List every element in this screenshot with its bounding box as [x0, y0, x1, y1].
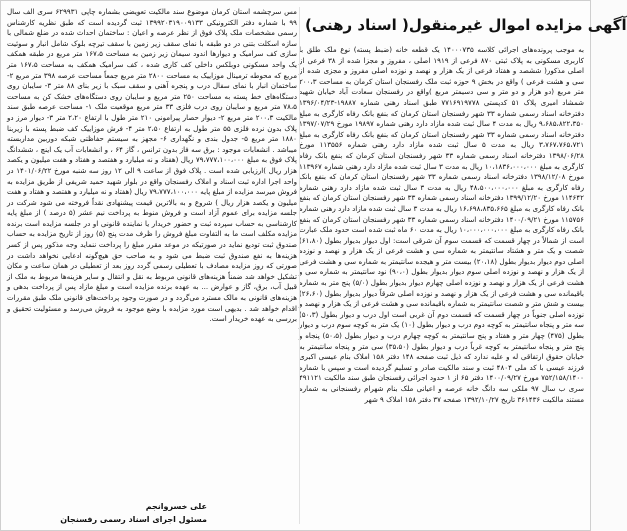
notice-title: آگهی مزایده اموال غیرمنقول( اسناد رهنی) — [305, 16, 627, 34]
notice-header — [299, 7, 627, 43]
right-column-text — [299, 45, 584, 405]
right-column — [299, 7, 627, 524]
left-column-text — [7, 7, 297, 325]
notice-paragraph-continued: مس سرچشمه استان کرمان موضوع سند مالکیت تعویضی بشماره چاپی ۶۲۹۹۳۱ سری الف سال ۹۹ با شماره دفتر الکترونیکی ۱۳۹۹۲۰۳۱۹۰۰۹۱۳۳ ثبت گردیده است که طبق نظریه کارشناس رسمی مشخصات ملک پلاک فوق از نظر عرصه و اعیان : ساختمان احداث شده در ضلع شمالی با سازه اسکلت بتنی در دو طبقه با نمای سقف زیر زمین با سقف تیرچه بلوک شامل انبار و سوئیت سازی کف سرامیک و دیوارها اندود سیمان زیر زمین به مساحت ۱۶۷،۵ متر مربع در طبقه همکف یک واحد مسکونی دوبلکس داخلی کف کاری شده ، کف سرامیک همکف به مساحت ۱۶۷،۵ متر مربع که محوطه ترمینال موزاییک به مساحت ۲۸۰۰ متر مربع جمعاً مساحت عرصه ۳۹۸ متر مربع ۲- ساختمان انبار با نمای سفال درب و پنجره آهنی و سقف سبک با زیر بنای ۸۸ متر ۳- سایبان روی دستگاه‌های خط پسته به مساحت ۲۵۰ متر مربع و سایبان روی دستگاه‌های خشک کن به مساحت ۷۸،۵ متر مربع و سایبان روی درب فلزی ۳۳ متر مربع موقعیت ملک ۱- مساحت عرصه طبق سند مالکیت ۲۰۰،۳ متر مربع ۲- دیوار حصار پیرامونی ۲۱۰ متر طول با ارتفاع ۲،۲۰ متر ۳- دیوار مرز دو پلاک بدون نرده فلزی ۵۵ متر طول به ارتفاع ۲،۵۰ متر ۴- فرش موزاییک کف ضبط پسته با زیربنا ۱۸۸۰ متر مربع ۵- جدول بندی و نگهداری ۶- مجهز به سیستم حفاظتی شبکه دوربین مداربسته میباشد . انشعابات موجود : برق سه فاز بدون ترانس ، گاز ۶۴ ، و انشعابات آب یک اینچ ، ششدانگ پلاک فوق به مبلغ ۷۹،۷۷۷،۱۰۰،۰۰۰ ریال (هفتاد و نه میلیارد و هفتصد و هفتاد و هفت میلیون و یکصد هزار ریال )ارزیابی شده است . پلاک فوق از ساعت ۹ الی ۱۲ روز سه شنبه مورخ ۱۴۰۱/۰۶/۲۲ در واحد اجرا اداره ثبت اسناد و املاک رفسنجان واقع در بلوار شهید حمید شریفی از طریق مزایده به فروش میرسد مزایده از مبلغ پایه ۷۹،۷۷۷،۱۰۰،۰۰۰ ریال (هفتاد و نه میلیارد و هفتصد و هفتاد و هفت میلیون و یکصد هزار ریال ) شروع و به بالاترین قیمت پیشنهادی نقداً فروخته می شود شرکت در جلسه مزایده برای عموم آزاد است و فروش منوط به پرداخت نیم عشر (۵ درصد ) از مبلغ پایه کارشناسی به حساب سپرده ثبت و حضور خریدار یا نماینده قانونی او در جلسه مزایده است برنده مزایده مکلف است ما به التفاوت مبلغ فروش را ظرف مدت پنج (۵) روز از تاریخ مزایده به حساب صندوق ثبت تودیع نماید در صورتیکه در موعد مقرر مبلغ را پرداخت ننماید وجه مذکور پس از کسر هزینه‌ها به نفع صندوق ثبت ضبط می شود و به صاحب حق هیچ‌گونه ادعایی نخواهد داشت در صورتی که روز مزایده مصادف با تعطیلی رسمی گردد روز بعد از تعطیلی در همان ساعت و مکان تشکیل خواهد شد ضمناً هزینه‌های قانونی مربوط به نقل و انتقال و سایر هزینه‌ها مربوط به ملک از قبیل آب، برق، گاز و عوارض ... به عهده برنده مزایده است و مبلغ مازاد پس از پرداخت بدهی و هزینه‌های قانونی به مالک مسترد می‌گردد و در صورت وجود پرداخت‌های قانونی ملک طبق مقررات اقدام خواهد شد . بدیهی است مورد مزایده با وضع موجود به فروش می‌رسد و مسئولیت تحقیق و بررسی به عهده خریدار است. — [7, 7, 298, 324]
column-divider — [299, 7, 300, 524]
signatory-name: علی خسروانجم — [145, 502, 207, 511]
signature-block — [7, 500, 207, 526]
notice-paragraph: به موجب پرونده‌های اجرائی کلاسه ۱۴۰۰۰۷۳۵ یک قطعه خانه (ضبط پسته) نوع ملک طلق با کاربری مسکونی به پلاک ثبتی ۸۷۰ فرعی از ۱۹۱۹ اصلی ، مفروز و مجزا شده از ۳۸ فرعی از اصلی مذکور( ششصد و هفتاد فرعی از یک هزار و نهصد و نوزده اصلی مفروز و مجزی شده از سی و هشت فرعی ) واقع در بخش ۹ حوزه ثبت ملک رفسنجان استان کرمان به مساحت ۲۰۰،۳ متر مربع (دو هزار و دو متر و سی دسیمتر مربع )واقع در رفسنجان سعادت آباد خیابان شهید شمشاد امیری پلاک ۵۱ کدپستی ۷۷۱۶۹۱۹۷۷۸ طبق اسناد رهنی شماره ۱۹۸۸۷-۱۳۹۶/۰۴/۲۳ دفترخانه اسناد رسمی شماره ۳۳ شهر رفسنجان استان کرمان که بنفع بانک رفاه کارگری به مبلغ ۹،۶۸۵،۸۲۲،۳۵۰ ریال به مدت ۴ سال ثبت شده مازاد دارد رهنی شماره ۱۹۸۹۷ مورخ ۱۳۹۷/۰۷/۲۹ دفترخانه اسناد رسمی شماره ۳۳ شهر رفسنجان استان کرمان که بنفع بانک رفاه کارگری به مبلغ ۳،۷۶۷،۷۶۵،۷۲۱ ریال به مدت ۵ سال ثبت شده مازاد دارد رهنی شماره ۱۱۳۵۵۶ مورخ ۱۳۹۸/۰۶/۲۸ دفترخانه اسناد رسمی شماره ۳۳ شهر رفسنجان استان کرمان که بنفع بانک رفاه کارگری به مبلغ ۱۰،۱۸۳۶،۰۰۰،۰۰۰ ریال به مدت ۳ سال ثبت شده مازاد دارد رهنی شماره ۱۱۳۹۶۷ مورخ ۱۳۹۸/۱۲/۰۸ دفترخانه اسناد رسمی شماره ۳۳ شهر رفسنجان استان کرمان که بنفع بانک رفاه کارگری به مبلغ ۴۸،۵۰۰،۰۰۰،۰۰۰ ریال به مدت ۳ سال ثبت شده مازاد دارد رهنی شماره ۱۱۴۶۴۲ مورخ ۱۳۹۹/۱۲/۲۰ دفترخانه اسناد رسمی شماره ۳۳ شهر رفسنجان استان کرمان که بنفع بانک رفاه کارگری به مبلغ ۱۶،۶۹۸،۸۳۵،۶۶۵ ریال به مدت ۳ سال ثبت شده مازاد دارد رهنی شماره ۱۱۵۷۵۶ مورخ ۱۴۰۰/۰۹/۲۱ دفترخانه اسناد رسمی شماره ۳۳ شهر رفسنجان استان کرمان که بنفع بانک رفاه کارگری به مبلغ ۱۰،۰۰۰،۰۰۰،۰۰۰ ریال به مدت ۶۰ ماه ثبت شده است حدود ملک عبارت است از شمالاً در چهار قسمت که قسمت سوم آن شرقی است: اول دیوار بدیوار بطول (۶۱،۸۰) شصت و یک متر و هشتاد سانتیمتر به شماره سی و هشت فرعی از یک هزار و نهصد و نوزده اصلی دوم دیوار بدیوار بطول (۲۰،۱۸) بیست متر و هیجده سانتیمتر به شماره سی و هشت فرعی از یک هزار و نهصد و نوزده اصلی سوم دیوار بدیوار بطول (۹۰،۰) نود سانتیمتر به شماره سی و هشت فرعی از یک هزار و نهصد و نوزده اصلی چهارم دیوار بدیوار بطول (۵/۰) پنج متر به شماره باقیمانده سی و هشت فرعی از یک هزار و نهصد و نوزده اصلی شرقاً دیوار بدیوار بطول (۲۶،۶۰) بیست و شش متر و شصت سانتیمتر به شماره باقیمانده سی و هشت فرعی از یک هزار و نهصد و نوزده اصلی جنوباً در چهار قسمت که قسمت دوم آن غربی است اول درب و دیوار بطول (۵۰،۳) سه متر و پنجاه سانتیمتر به کوچه دوم درب و دیوار بطول (۱۰) یک متر به کوچه سوم درب و دیوار بطول (۴۷۵) چهار متر و هفتاد و پنج سانتیمتر به کوچه چهارم درب و دیوار بطول (۵۰،۵) پنجاه و پنج متر و پنجاه سانتیمتر به کوچه غرباً درب و دیوار بطول (۳۵،۵۰) سی متر و پنجاه سانتیمتر به خیابان حقوق ارتفاقی له و علیه ندارد که ذیل ثبت صفحه ۱۴۸ دفتر ۱۵۸ املاک بنام عیسی اکبری فرزند عیسی با کد ملی ۴۸۰۴ ثبت و سند مالکیت صادر و تسلیم گردیده است و سپس با شماره ۷۵۲/۱۵۸/۱۴۰۰ مورخ ۱۴۰۰/۰۹/۲۷ دفتر ۶۵ از ۱ حدود اجرائی رفسنجان طبق سند مالکیت ۴۹۱۱۲۱ سری ب سال ۹۷ ملکی سه دانگ خانه عرصه و اعیانی ملک بنام شهرام رفسنجانی به شماره مستند مالکیت ۳۶۱۴۳۶ تاریخ ۱۳۹۲/۱۰/۲۷ صفحه ۳۷ دفتر ۱۵۸ املاک ۹ شهر — [299, 45, 585, 404]
signatory-position: مسئول اجرای اسناد رسمی رفسنجان — [60, 515, 207, 524]
left-column — [7, 7, 297, 494]
